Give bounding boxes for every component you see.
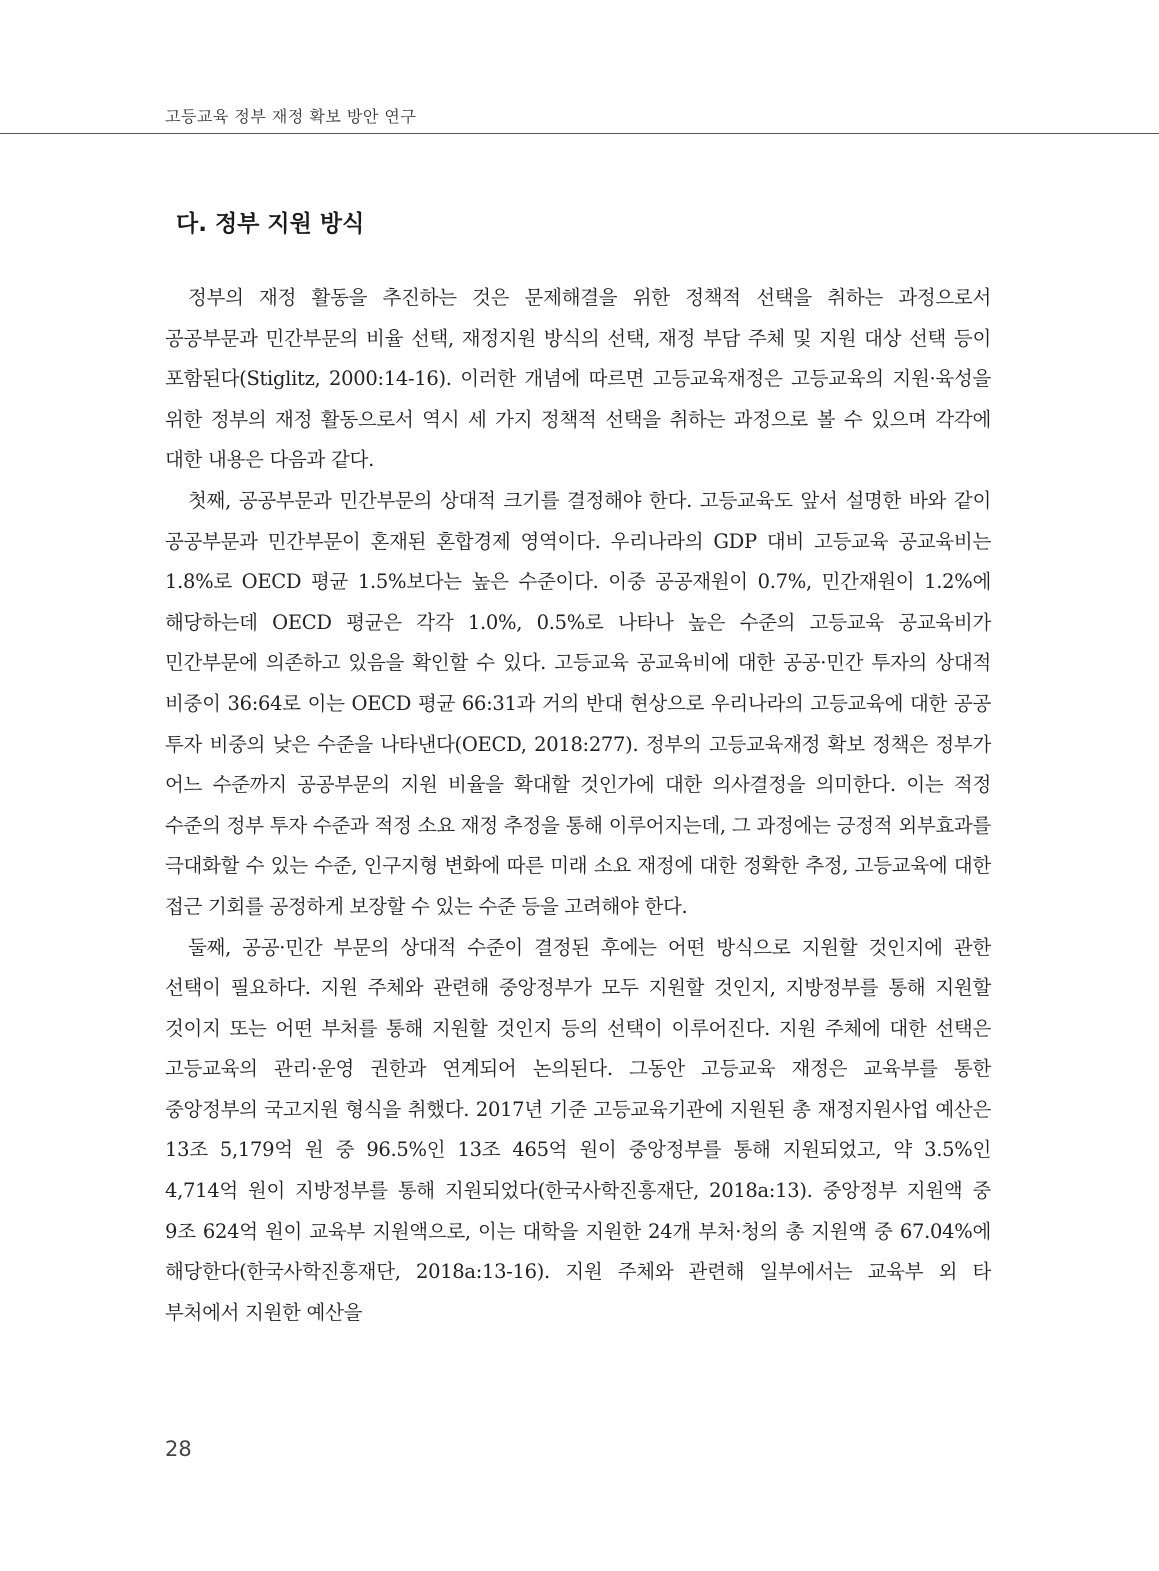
- header-divider: [0, 133, 1159, 134]
- paragraph-first: 첫째, 공공부문과 민간부문의 상대적 크기를 결정해야 한다. 고등교육도 앞서 설명한 바와 같이 공공부문과 민간부문이 혼재된 혼합경제 영역이다. 우리나라의 GDP 대비 고등교육 공교육비는 1.8%로 OECD 평균 1.5%보다는 높은 수준이다. 이중 공공재원이 0.7%, 민간재원이 1.2%에 해당하는데 OECD 평균은 각각 1.0%, 0.5%로 나타나 높은 수준의 고등교육 공교육비가 민간부문에 의존하고 있음을 확인할 수 있다. 고등교육 공교육비에 대한 공공·민간 투자의 상대적 비중이 36:64로 이는 OECD 평균 66:31과 거의 반대 현상으로 우리나라의 고등교육에 대한 공공 투자 비중의 낮은 수준을 나타낸다(OECD, 2018:277). 정부의 고등교육재정 확보 정책은 정부가 어느 수준까지 공공부문의 지원 비율을 확대할 것인가에 대한 의사결정을 의미한다. 이는 적정 수준의 정부 투자 수준과 적정 소요 재정 추정을 통해 이루어지는데, 그 과정에는 긍정적 외부효과를 극대화할 수 있는 수준, 인구지형 변화에 따른 미래 소요 재정에 대한 정확한 추정, 고등교육에 대한 접근 기회를 공정하게 보장할 수 있는 수준 등을 고려해야 한다.: [165, 488, 991, 918]
- body-text: [165, 278, 991, 1333]
- running-header: 고등교육 정부 재정 확보 방안 연구: [165, 107, 417, 126]
- paragraph-second: 둘째, 공공·민간 부문의 상대적 수준이 결정된 후에는 어떤 방식으로 지원할 것인지에 관한 선택이 필요하다. 지원 주체와 관련해 중앙정부가 모두 지원할 것인지, 지방정부를 통해 지원할 것이지 또는 어떤 부처를 통해 지원할 것인지 등의 선택이 이루어진다. 지원 주체에 대한 선택은 고등교육의 관리·운영 권한과 연계되어 논의된다. 그동안 고등교육 재정은 교육부를 통한 중앙정부의 국고지원 형식을 취했다. 2017년 기준 고등교육기관에 지원된 총 재정지원사업 예산은 13조 5,179억 원 중 96.5%인 13조 465억 원이 중앙정부를 통해 지원되었고, 약 3.5%인 4,714억 원이 지방정부를 통해 지원되었다(한국사학진흥재단, 2018a:13). 중앙정부 지원액 중 9조 624억 원이 교육부 지원액으로, 이는 대학을 지원한 24개 부처·청의 총 지원액 중 67.04%에 해당한다(한국사학진흥재단, 2018a:13-16). 지원 주체와 관련해 일부에서는 교육부 외 타 부처에서 지원한 예산을: [165, 935, 991, 1324]
- section-title: 다. 정부 지원 방식: [176, 211, 365, 237]
- page-number: 28: [165, 1437, 192, 1461]
- paragraph-intro: 정부의 재정 활동을 추진하는 것은 문제해결을 위한 정책적 선택을 취하는 과정으로서 공공부문과 민간부문의 비율 선택, 재정지원 방식의 선택, 재정 부담 주체 및 지원 대상 선택 등이 포함된다(Stiglitz, 2000:14-16). 이러한 개념에 따르면 고등교육재정은 고등교육의 지원·육성을 위한 정부의 재정 활동으로서 역시 세 가지 정책적 선택을 취하는 과정으로 볼 수 있으며 각각에 대한 내용은 다음과 같다.: [165, 286, 991, 472]
